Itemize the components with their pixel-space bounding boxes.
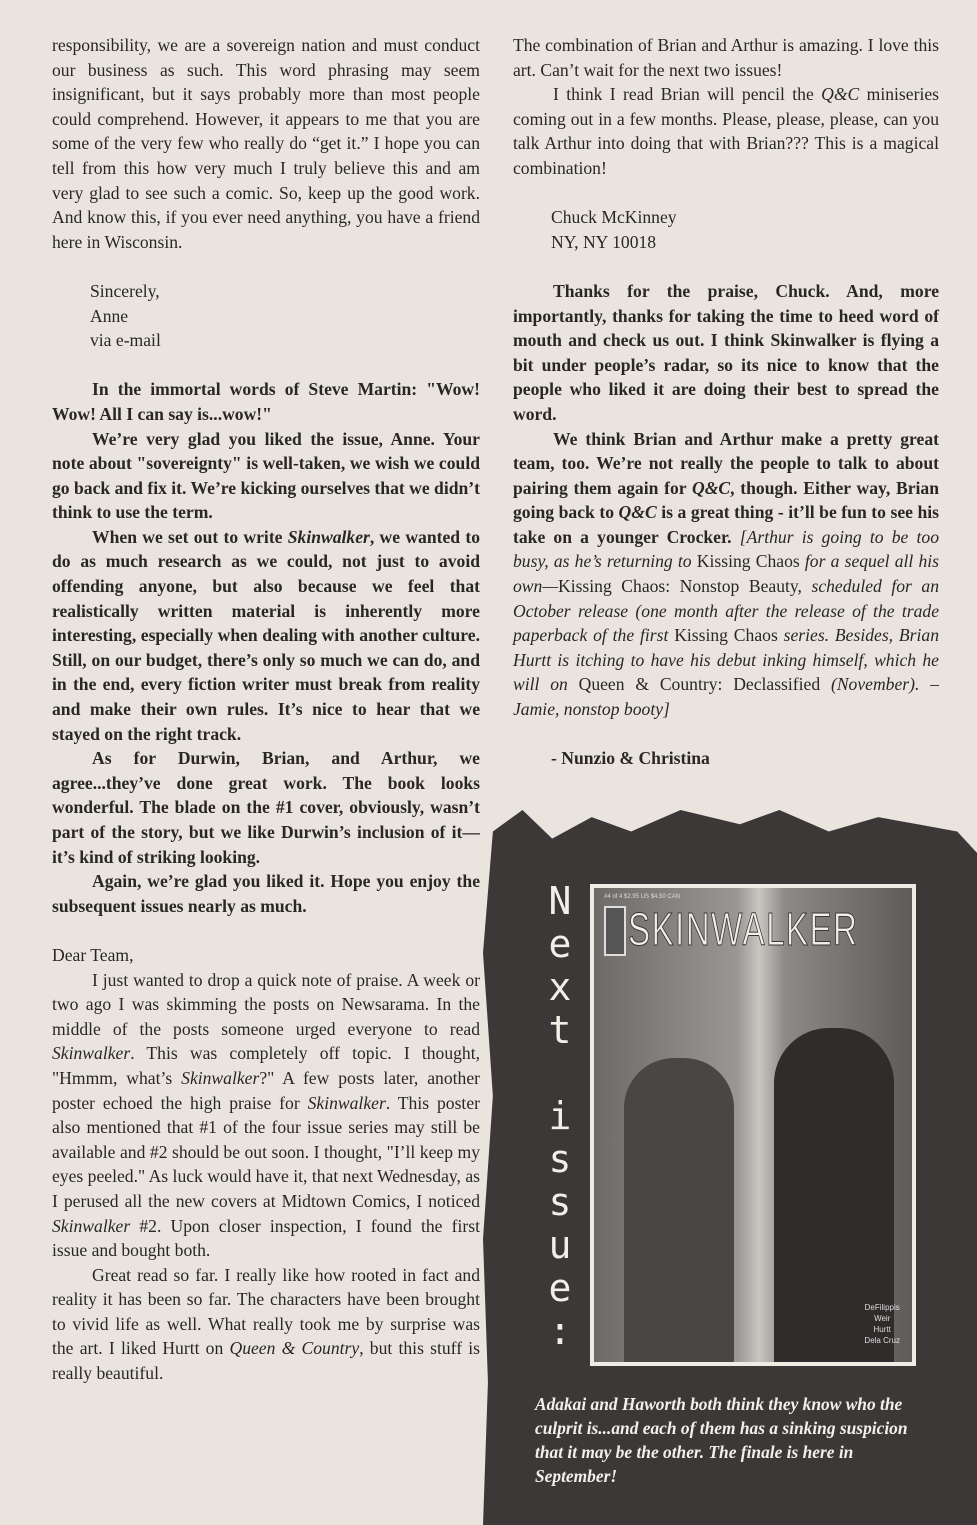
text-run: The combination of Brian and Arthur is amazing. I love this art. Can’t wait for the next two issues! xyxy=(513,35,939,80)
text-run: Kissing Chaos xyxy=(674,625,778,646)
text-run: Chuck McKinney xyxy=(551,207,677,228)
text-run: As for Durwin, Brian, and Arthur, we agree...they’ve done great work. The book looks wonderful. The blade on the #1 cover, obviously, wasn’t part of the story, but we like Durwin’s inclusion of it—it’s kind of striking looking. xyxy=(52,748,480,867)
paragraph xyxy=(52,525,480,746)
heading-letter: e xyxy=(548,922,572,966)
heading-letter: s xyxy=(548,1180,572,1224)
text-run: Skinwalker xyxy=(181,1067,260,1088)
paragraph xyxy=(52,279,480,304)
text-run: , but this stuff is really beautiful. xyxy=(52,1338,480,1384)
heading-letter: t xyxy=(548,1008,572,1052)
next-issue-heading xyxy=(540,880,580,1353)
paragraph xyxy=(513,746,939,771)
heading-letter xyxy=(540,1052,580,1095)
heading-letter: N xyxy=(548,879,572,923)
paragraph xyxy=(513,205,939,230)
text-run: Kissing Chaos: Nonstop Beauty, xyxy=(557,576,802,597)
paragraph xyxy=(52,869,480,918)
paragraph xyxy=(513,230,939,255)
text-run: via e-mail xyxy=(90,330,161,351)
text-run: Kissing Chaos xyxy=(696,551,800,572)
paragraph xyxy=(513,427,939,722)
text-run: Q&C xyxy=(821,84,860,105)
paragraph xyxy=(513,279,939,427)
publisher-logo-icon xyxy=(604,906,626,956)
paragraph xyxy=(52,968,480,1263)
credit: Hurtt xyxy=(873,1325,891,1334)
paragraph xyxy=(52,33,480,254)
text-run: responsibility, we are a sovereign nation and must conduct our business as such. This word phrasing may seem insignificant, but it says probably more than most people could comprehend. However, it appears to me that you are some of the very few who really do “get it.” I hope you can tell from this how very much I truly believe this and am very glad to see such a comic. So, keep up the good work. And know this, if you ever need anything, you have a friend here in Wisconsin. xyxy=(52,35,480,252)
text-run: Thanks for the praise, Chuck. And, more importantly, thanks for taking the time to heed word of mouth and check us out. I think Skinwalker is flying a bit under people’s radar, so its nice to know that the people who liked it are doing their best to spread the word. xyxy=(513,280,939,424)
text-run: Sincerely, xyxy=(90,280,160,301)
text-run: Queen & Country xyxy=(229,1338,360,1359)
heading-letter: u xyxy=(548,1223,572,1267)
text-run: In the immortal words of Steve Martin: "Wow! Wow! All I can say is...wow!" xyxy=(52,379,480,424)
next-issue-caption: Adakai and Haworth both think they know who the culprit is...and each of them has a sinking suspicion that it may be the other. The finale is here in September! xyxy=(535,1394,908,1486)
text-run: is a great thing - it’ll be fun to see his take on a younger Crocker. xyxy=(513,502,940,547)
paragraph xyxy=(52,1263,480,1386)
text-run: , though. Either way, Brian going back to xyxy=(513,477,939,523)
credit: Dela Cruz xyxy=(864,1336,900,1345)
heading-letter: x xyxy=(548,965,572,1009)
text-run: ?" A few posts later, another poster echoed the high praise for xyxy=(52,1067,480,1113)
text-run: #2. Upon closer inspection, I found the first issue and bought both. xyxy=(52,1215,480,1261)
paragraph xyxy=(52,377,480,426)
text-run: . This was completely off topic. I thought, "Hmmm, what’s xyxy=(52,1043,480,1088)
paragraph xyxy=(52,746,480,869)
text-run: miniseries coming out in a few months. Please, please, please, can you talk Arthur into doing that with Brian??? This is a magical combination! xyxy=(513,84,939,178)
cover-figure-woman xyxy=(624,1058,734,1366)
text-run: Skinwalker xyxy=(52,1215,131,1236)
text-run: I think I read Brian will pencil the xyxy=(553,84,822,105)
text-run: Again, we’re glad you liked it. Hope you enjoy the subsequent issues nearly as much. xyxy=(52,871,480,916)
text-run: Dear Team, xyxy=(52,944,134,965)
text-run: scheduled for an October release (one month after the release of the trade paperback of the first xyxy=(513,576,939,646)
text-run: NY, NY 10018 xyxy=(551,231,657,252)
text-run: (November). – Jamie, nonstop booty] xyxy=(513,674,939,720)
text-run: series. Besides, Brian Hurtt is itching to have his debut inking himself, which he will on xyxy=(513,625,940,695)
paragraph xyxy=(52,328,480,353)
paragraph xyxy=(52,304,480,329)
text-run: Q&C xyxy=(692,477,731,498)
text-run: Great read so far. I really like how rooted in fact and reality it has been so far. The characters have been brought to vivid life as well. What really took me by surprise was the art. I liked Hurtt on xyxy=(52,1264,480,1359)
left-text-column xyxy=(52,33,480,1386)
text-run: for a sequel all his own— xyxy=(513,551,940,597)
paragraph xyxy=(52,427,480,525)
text-run: Anne xyxy=(90,305,129,326)
heading-letter: i xyxy=(548,1094,572,1138)
paragraph xyxy=(513,82,939,180)
cover-title: SKINWALKER xyxy=(628,903,859,955)
cover-price-line: #4 of 4 $2.95 US $4.50 CAN xyxy=(604,894,681,900)
text-run: , we wanted to do as much research as we could, not just to avoid offending anyone, but also because we feel that realistically written material is inherently more interesting, especially when dealing with another culture. Still, on our budget, there’s only so much we can do, and in the end, every fiction writer must break from reality and make their own rules. It’s nice to hear that we stayed on the right track. xyxy=(52,526,480,744)
text-run: Skinwalker xyxy=(307,1092,386,1113)
next-issue-cover-image xyxy=(590,884,916,1366)
text-run: Q&C xyxy=(618,502,657,523)
text-run: Skinwalker xyxy=(287,526,370,547)
right-text-column xyxy=(513,33,939,771)
credit: Weir xyxy=(874,1314,891,1323)
text-run: We’re very glad you liked the issue, Anne. Your note about "sovereignty" is well-taken, we wish we could go back and fix it. We’re kicking ourselves that we didn’t think to use the term. xyxy=(52,428,480,523)
text-run: Queen & Country: Declassified xyxy=(578,674,821,695)
heading-letter: : xyxy=(548,1309,572,1353)
text-run: . This poster also mentioned that #1 of the four issue series may still be available and #2 should be out soon. I thought, "I’ll keep my eyes peeled." As luck would have it, that next Wednesday, as I perused all the new covers at Midtown Comics, I noticed xyxy=(52,1092,480,1211)
paragraph xyxy=(513,33,939,82)
text-run: I just wanted to drop a quick note of praise. A week or two ago I was skimming the posts on Newsarama. In the middle of the posts someone urged everyone to read xyxy=(52,969,480,1039)
cover-credits xyxy=(864,1302,900,1346)
text-run: Skinwalker xyxy=(52,1043,131,1064)
paragraph xyxy=(52,943,480,968)
text-run: We think Brian and Arthur make a pretty great team, too. We’re not really the people to talk to about pairing them again for xyxy=(513,428,939,498)
credit: DeFilippis xyxy=(864,1303,900,1312)
text-run: [Arthur is going to be too busy, as he’s returning to xyxy=(513,526,939,572)
text-run: - Nunzio & Christina xyxy=(551,748,710,769)
text-run: When we set out to write xyxy=(92,526,288,547)
heading-letter: s xyxy=(548,1137,572,1181)
heading-letter: e xyxy=(548,1266,572,1310)
